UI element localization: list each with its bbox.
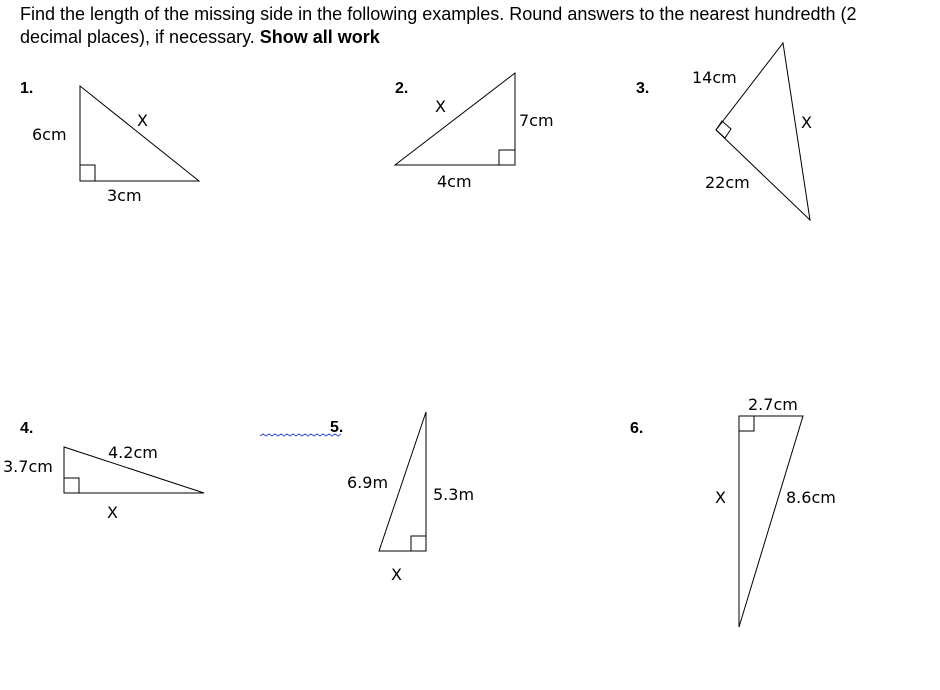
problem-5-right-angle-marker [411,536,426,551]
problem-1-right-angle-marker [80,165,95,181]
problem-1 [20,80,199,205]
problem-2-label-7cm: 7cm [519,111,554,130]
problem-4-label-x: X [107,503,118,522]
problem-4-right-angle-marker [64,478,79,493]
problem-3-right-angle-marker [716,121,731,138]
problem-4-number: 4. [20,420,34,437]
problem-2-triangle [395,73,515,165]
problem-2-label-4cm: 4cm [437,172,472,191]
problem-4-label-4-2cm: 4.2cm [108,443,158,462]
problem-2-right-angle-marker [499,150,515,165]
problem-3-label-14cm: 14cm [692,68,737,87]
problem-5-label-5-3m: 5.3m [433,485,475,504]
problem-5-label-6-9m: 6.9m [347,473,389,492]
problem-2 [395,73,554,191]
problem-1-number: 1. [20,80,34,97]
problem-4-label-3-7cm: 3.7cm [3,457,53,476]
problem-6-label-x: X [715,488,726,507]
problem-6-label-8-6cm: 8.6cm [786,488,836,507]
problem-1-triangle [80,86,199,181]
problem-2-label-x: X [435,97,446,116]
problem-3-number: 3. [636,80,650,97]
problem-1-label-x: X [137,111,148,130]
problem-1-label-3cm: 3cm [107,186,142,205]
spellcheck-squiggle [260,434,341,436]
problem-3-label-22cm: 22cm [705,173,750,192]
problem-6-label-2-7cm: 2.7cm [748,395,798,414]
problem-5-label-x: X [391,565,402,584]
problem-5-number: 5. [330,419,344,436]
problem-4 [3,420,204,522]
instructions-emphasis: Show all work [259,27,380,47]
problem-6-right-angle-marker [739,416,754,431]
problem-6-number: 6. [630,420,644,437]
instructions-text: Find the length of the missing side in the following examples. Round answers to the nearest hundredth (2 decimal places), if necessary. [20,4,857,47]
problem-1-label-6cm: 6cm [32,125,67,144]
problem-3-label-x: X [801,113,812,132]
problem-6-triangle [739,416,803,627]
problem-6 [630,395,836,627]
problem-2-number: 2. [395,80,409,97]
problem-5 [260,412,474,584]
problem-3 [636,43,812,220]
